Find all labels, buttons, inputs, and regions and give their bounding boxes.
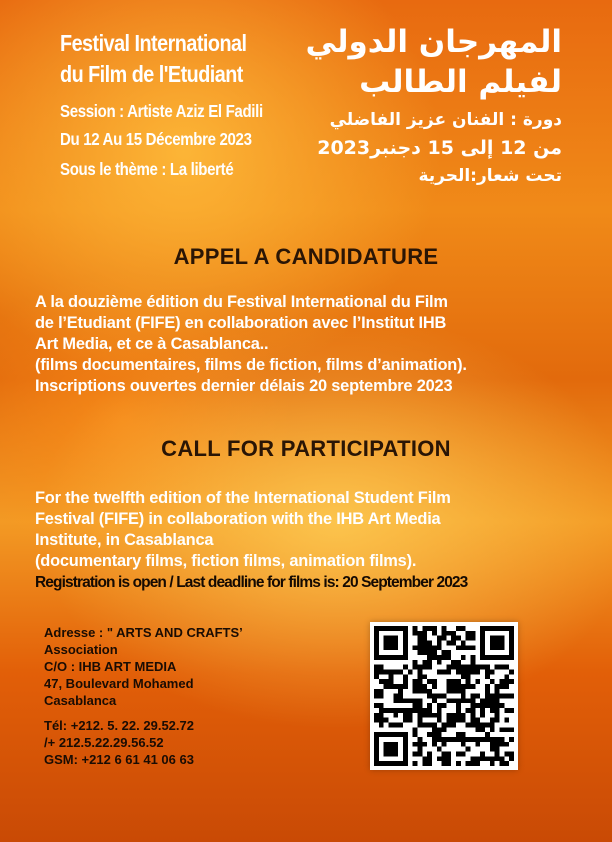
appel-line: (films documentaires, films de fiction, films d’animation). — [35, 356, 467, 374]
call-line: (documentary films, fiction films, animation films). — [35, 552, 417, 570]
address-line: C/O : IHB ART MEDIA — [44, 659, 177, 674]
call-paragraph — [35, 488, 595, 593]
appel-paragraph — [35, 292, 595, 397]
appel-line: Art Media, et ce à Casablanca.. — [35, 335, 269, 353]
dates-fr: Du 12 Au 15 Décembre 2023 — [60, 129, 252, 149]
qr-code[interactable] — [370, 622, 518, 770]
contact-block — [44, 624, 284, 768]
festival-title-fr-line2: du Film de l'Etudiant — [60, 61, 243, 87]
dates-ar: من 12 إلى 15 دجنبر2023 — [317, 137, 562, 159]
theme-ar: تحت شعار:الحرية — [418, 166, 562, 186]
festival-title-ar-line1: المهرجان الدولي — [305, 24, 562, 60]
festival-title-ar-line2: لفيلم الطالب — [359, 64, 562, 100]
call-line: For the twelfth edition of the International Student Film — [35, 489, 451, 507]
header-french — [60, 28, 320, 182]
appel-line: A la douzième édition du Festival International du Film — [35, 293, 448, 311]
appel-line: de l’Etudiant (FIFE) en collaboration avec l’Institut IHB — [35, 314, 447, 332]
qr-code-icon — [374, 626, 514, 766]
appel-line: Inscriptions ouvertes dernier délais 20 septembre 2023 — [35, 377, 453, 395]
phone-line: /+ 212.5.22.29.56.52 — [44, 735, 164, 750]
session-fr: Session : Artiste Aziz El Fadili — [60, 101, 263, 121]
address-line: Association — [44, 642, 118, 657]
phone-line: GSM: +212 6 61 41 06 63 — [44, 752, 194, 767]
call-deadline-line: Registration is open / Last deadline for films is: 20 September 2023 — [35, 574, 468, 591]
appel-heading: APPEL A CANDIDATURE — [173, 244, 439, 269]
call-line: Institute, in Casablanca — [35, 531, 214, 549]
festival-title-fr-line1: Festival International — [60, 30, 247, 56]
call-line: Festival (FIFE) in collaboration with the IHB Art Media — [35, 510, 441, 528]
phone-line: Tél: +212. 5. 22. 29.52.72 — [44, 718, 194, 733]
theme-fr: Sous le thème : La liberté — [60, 159, 234, 179]
header-arabic — [292, 22, 562, 190]
address-line: 47, Boulevard Mohamed — [44, 676, 194, 691]
address-line: Casablanca — [44, 693, 117, 708]
call-heading: CALL FOR PARTICIPATION — [161, 436, 451, 461]
address-line: Adresse : " ARTS AND CRAFTS’ — [44, 625, 243, 640]
session-ar: دورة : الفنان عزيز الفاضلي — [329, 110, 562, 130]
